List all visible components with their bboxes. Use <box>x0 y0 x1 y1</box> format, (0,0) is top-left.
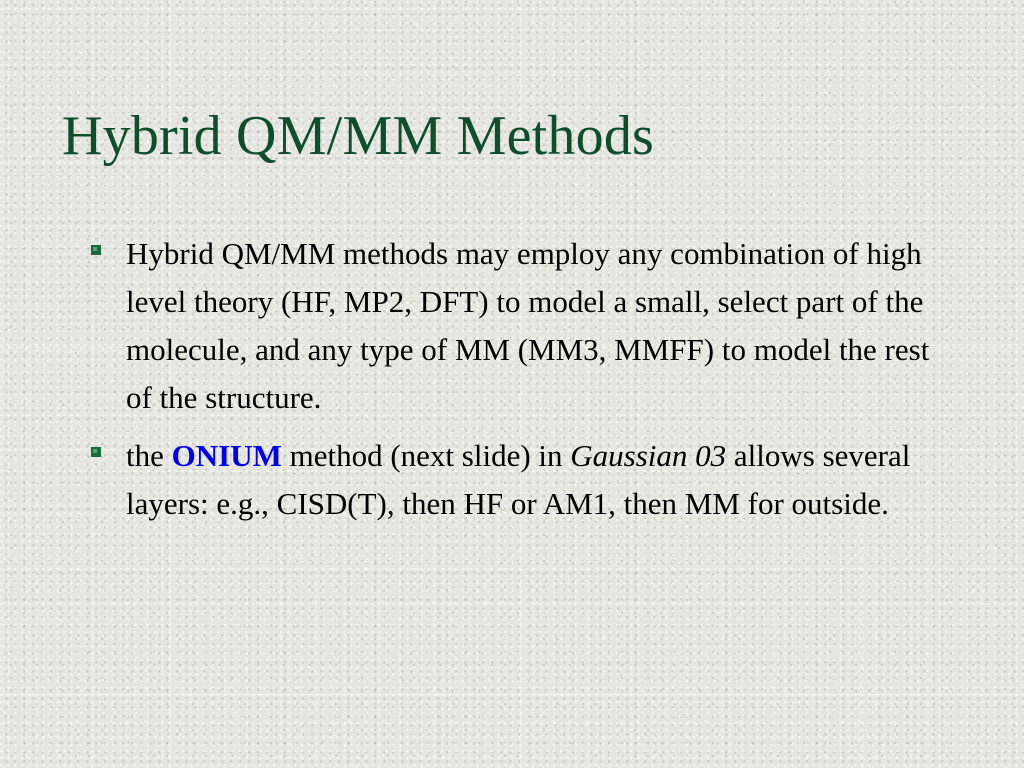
bullet-text-prefix: the <box>126 438 172 473</box>
slide-title: Hybrid QM/MM Methods <box>62 105 655 167</box>
texture-seam <box>0 694 1024 695</box>
software-name: Gaussian 03 <box>570 438 727 473</box>
bullet-text-suffix: allows several layers: e.g., CISD(T), then HF or AM1, then MM for outside. <box>126 438 911 521</box>
bullet-text-middle: method (next slide) in <box>281 438 571 473</box>
onium-keyword: ONIUM <box>171 438 282 473</box>
bullet-item <box>86 432 946 528</box>
square-bullet-icon <box>90 446 102 458</box>
bullet-item <box>86 230 946 422</box>
bullet-text: Hybrid QM/MM methods may employ any combination of high level theory (HF, MP2, DFT) to model a small, select part of the molecule, and any type of MM (MM3, MMFF) to model the rest of the structure. <box>126 236 930 415</box>
bullet-list <box>86 230 946 538</box>
square-bullet-icon <box>90 244 102 256</box>
